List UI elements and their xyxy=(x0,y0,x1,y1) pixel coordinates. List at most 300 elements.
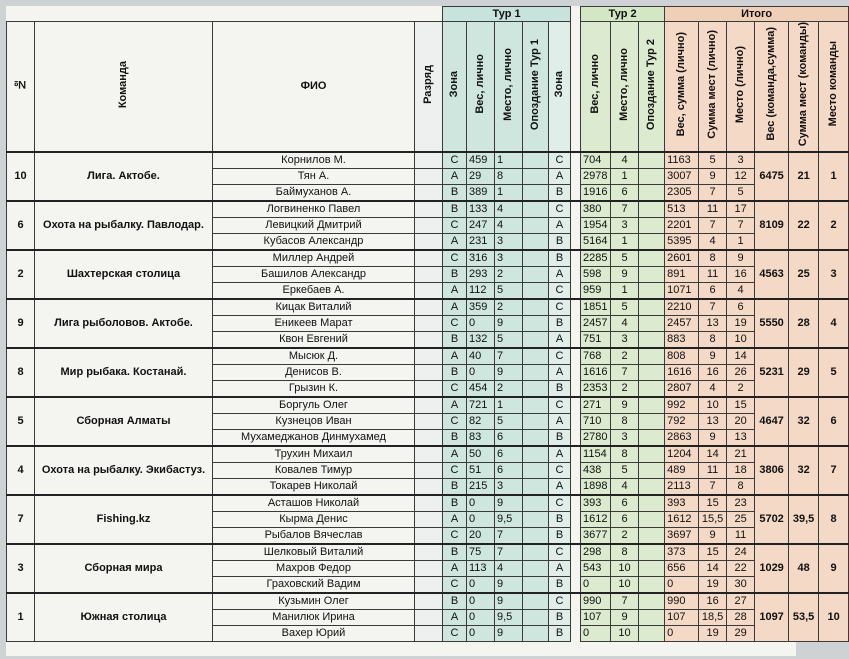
place-personal-cell: 16 xyxy=(727,267,755,283)
team-place: 5 xyxy=(819,348,849,397)
weight1-cell: 316 xyxy=(467,250,495,267)
place-sum-cell: 7 xyxy=(699,185,727,202)
late1-cell xyxy=(523,463,549,479)
weight2-cell: 1851 xyxy=(581,299,611,316)
late2-cell xyxy=(639,169,665,185)
place1-cell: 3 xyxy=(495,250,523,267)
participant-name: Мысюк Д. xyxy=(213,348,415,365)
team-weight: 5231 xyxy=(755,348,789,397)
team-number: 1 xyxy=(7,593,35,642)
team-weight: 5702 xyxy=(755,495,789,544)
zone1-cell: A xyxy=(443,446,467,463)
weight1-cell: 29 xyxy=(467,169,495,185)
late2-cell xyxy=(639,283,665,300)
razryad-cell xyxy=(415,544,443,561)
late1-cell xyxy=(523,430,549,447)
weight2-cell: 2978 xyxy=(581,169,611,185)
late2-cell xyxy=(639,201,665,218)
place-sum-cell: 11 xyxy=(699,463,727,479)
zone1-cell: B xyxy=(443,185,467,202)
zone2-cell: A xyxy=(549,267,571,283)
team-place-sum: 21 xyxy=(789,152,819,201)
participant-name: Корнилов М. xyxy=(213,152,415,169)
place2-cell: 8 xyxy=(611,414,639,430)
zone1-cell: C xyxy=(443,381,467,398)
place1-cell: 4 xyxy=(495,218,523,234)
team-weight: 8109 xyxy=(755,201,789,250)
participant-name: Баймуханов А. xyxy=(213,185,415,202)
zone2-cell: C xyxy=(549,397,571,414)
place-sum-cell: 8 xyxy=(699,332,727,349)
weight1-cell: 459 xyxy=(467,152,495,169)
team-weight: 1029 xyxy=(755,544,789,593)
zone2-cell: C xyxy=(549,593,571,610)
place-sum-cell: 7 xyxy=(699,218,727,234)
zone2-cell: A xyxy=(549,561,571,577)
place-personal-cell: 13 xyxy=(727,430,755,447)
zone1-cell: A xyxy=(443,512,467,528)
col-zone1: Зона xyxy=(448,70,460,98)
weight-sum-cell: 1204 xyxy=(665,446,699,463)
place2-cell: 1 xyxy=(611,169,639,185)
razryad-cell xyxy=(415,528,443,545)
weight-sum-cell: 513 xyxy=(665,201,699,218)
place-sum-cell: 5 xyxy=(699,152,727,169)
late2-cell xyxy=(639,316,665,332)
team-number: 8 xyxy=(7,348,35,397)
weight2-cell: 543 xyxy=(581,561,611,577)
place2-cell: 8 xyxy=(611,446,639,463)
weight-sum-cell: 1612 xyxy=(665,512,699,528)
razryad-cell xyxy=(415,169,443,185)
place1-cell: 1 xyxy=(495,397,523,414)
group-header-row xyxy=(7,7,849,22)
zone2-cell: B xyxy=(549,512,571,528)
razryad-cell xyxy=(415,152,443,169)
place-sum-cell: 6 xyxy=(699,283,727,300)
participant-name: Квон Евгений xyxy=(213,332,415,349)
team-weight: 5550 xyxy=(755,299,789,348)
team-name: Fishing.kz xyxy=(35,495,213,544)
place1-cell: 2 xyxy=(495,267,523,283)
weight-sum-cell: 656 xyxy=(665,561,699,577)
place1-cell: 7 xyxy=(495,544,523,561)
place-sum-cell: 16 xyxy=(699,593,727,610)
team-number: 4 xyxy=(7,446,35,495)
zone2-cell: C xyxy=(549,544,571,561)
weight2-cell: 768 xyxy=(581,348,611,365)
zone2-cell: B xyxy=(549,381,571,398)
razryad-cell xyxy=(415,397,443,414)
zone2-cell: A xyxy=(549,218,571,234)
col-place-sum: Сумма мест (лично) xyxy=(706,29,719,139)
participant-name: Токарев Николай xyxy=(213,479,415,496)
razryad-cell xyxy=(415,381,443,398)
place1-cell: 9,5 xyxy=(495,610,523,626)
place-sum-cell: 14 xyxy=(699,561,727,577)
weight2-cell: 959 xyxy=(581,283,611,300)
team-number: 3 xyxy=(7,544,35,593)
weight1-cell: 132 xyxy=(467,332,495,349)
late2-cell xyxy=(639,397,665,414)
total-header: Итого xyxy=(665,7,849,22)
participant-name: Мухамеджанов Динмухамед xyxy=(213,430,415,447)
weight-sum-cell: 883 xyxy=(665,332,699,349)
col-team: Команда xyxy=(117,60,129,108)
table-row xyxy=(7,348,849,365)
weight-sum-cell: 808 xyxy=(665,348,699,365)
razryad-cell xyxy=(415,577,443,594)
late2-cell xyxy=(639,299,665,316)
zone1-cell: A xyxy=(443,234,467,251)
place-personal-cell: 15 xyxy=(727,397,755,414)
weight-sum-cell: 891 xyxy=(665,267,699,283)
weight-sum-cell: 2863 xyxy=(665,430,699,447)
place-sum-cell: 14 xyxy=(699,446,727,463)
razryad-cell xyxy=(415,218,443,234)
place1-cell: 4 xyxy=(495,561,523,577)
place-sum-cell: 9 xyxy=(699,348,727,365)
weight2-cell: 2457 xyxy=(581,316,611,332)
place2-cell: 1 xyxy=(611,234,639,251)
team-place-sum: 32 xyxy=(789,397,819,446)
weight1-cell: 389 xyxy=(467,185,495,202)
late1-cell xyxy=(523,283,549,300)
weight2-cell: 598 xyxy=(581,267,611,283)
participant-name: Еникеев Марат xyxy=(213,316,415,332)
column-header-row xyxy=(7,22,849,153)
late2-cell xyxy=(639,365,665,381)
weight1-cell: 83 xyxy=(467,430,495,447)
place2-cell: 6 xyxy=(611,512,639,528)
zone1-cell: A xyxy=(443,169,467,185)
table-row xyxy=(7,495,849,512)
weight1-cell: 0 xyxy=(467,495,495,512)
col-team-place: Место команды xyxy=(827,41,840,127)
late1-cell xyxy=(523,365,549,381)
weight1-cell: 113 xyxy=(467,561,495,577)
weight-sum-cell: 2807 xyxy=(665,381,699,398)
weight2-cell: 2285 xyxy=(581,250,611,267)
zone1-cell: A xyxy=(443,561,467,577)
late2-cell xyxy=(639,495,665,512)
late1-cell xyxy=(523,299,549,316)
zone1-cell: B xyxy=(443,495,467,512)
zone1-cell: C xyxy=(443,528,467,545)
team-number: 5 xyxy=(7,397,35,446)
weight2-cell: 751 xyxy=(581,332,611,349)
weight2-cell: 0 xyxy=(581,577,611,594)
results-table xyxy=(6,6,849,642)
weight1-cell: 293 xyxy=(467,267,495,283)
weight2-cell: 2353 xyxy=(581,381,611,398)
place1-cell: 6 xyxy=(495,446,523,463)
participant-name: Кицак Виталий xyxy=(213,299,415,316)
place-sum-cell: 15 xyxy=(699,495,727,512)
place-sum-cell: 9 xyxy=(699,528,727,545)
col-place1: Место, лично xyxy=(502,47,514,121)
zone1-cell: A xyxy=(443,348,467,365)
razryad-cell xyxy=(415,201,443,218)
late1-cell xyxy=(523,544,549,561)
team-name: Южная столица xyxy=(35,593,213,642)
place1-cell: 8 xyxy=(495,169,523,185)
weight-sum-cell: 2201 xyxy=(665,218,699,234)
place2-cell: 4 xyxy=(611,316,639,332)
place1-cell: 5 xyxy=(495,414,523,430)
team-number: 10 xyxy=(7,152,35,201)
razryad-cell xyxy=(415,626,443,642)
place2-cell: 10 xyxy=(611,577,639,594)
place2-cell: 9 xyxy=(611,267,639,283)
place-sum-cell: 4 xyxy=(699,234,727,251)
zone1-cell: B xyxy=(443,479,467,496)
col-no: № xyxy=(14,78,26,91)
place-sum-cell: 16 xyxy=(699,365,727,381)
late2-cell xyxy=(639,414,665,430)
place-personal-cell: 27 xyxy=(727,593,755,610)
zone1-cell: B xyxy=(443,544,467,561)
weight1-cell: 215 xyxy=(467,479,495,496)
weight1-cell: 359 xyxy=(467,299,495,316)
participant-name: Грызин К. xyxy=(213,381,415,398)
participant-name: Кузьмин Олег xyxy=(213,593,415,610)
razryad-cell xyxy=(415,348,443,365)
place-personal-cell: 11 xyxy=(727,528,755,545)
place2-cell: 3 xyxy=(611,218,639,234)
zone2-cell: B xyxy=(549,430,571,447)
place1-cell: 7 xyxy=(495,528,523,545)
place2-cell: 7 xyxy=(611,593,639,610)
place-sum-cell: 9 xyxy=(699,430,727,447)
tour1-header: Тур 1 xyxy=(443,7,571,22)
col-weight1: Вес, лично xyxy=(474,54,486,114)
place2-cell: 7 xyxy=(611,201,639,218)
tour2-header: Тур 2 xyxy=(581,7,665,22)
place1-cell: 5 xyxy=(495,283,523,300)
weight1-cell: 51 xyxy=(467,463,495,479)
weight2-cell: 271 xyxy=(581,397,611,414)
razryad-cell xyxy=(415,234,443,251)
place-personal-cell: 8 xyxy=(727,479,755,496)
zone1-cell: B xyxy=(443,365,467,381)
results-sheet xyxy=(6,6,840,656)
weight1-cell: 0 xyxy=(467,610,495,626)
participant-name: Боргуль Олег xyxy=(213,397,415,414)
zone1-cell: B xyxy=(443,201,467,218)
place1-cell: 9 xyxy=(495,495,523,512)
late1-cell xyxy=(523,267,549,283)
weight2-cell: 990 xyxy=(581,593,611,610)
weight1-cell: 20 xyxy=(467,528,495,545)
place1-cell: 6 xyxy=(495,430,523,447)
place1-cell: 5 xyxy=(495,332,523,349)
weight-sum-cell: 5395 xyxy=(665,234,699,251)
team-place: 2 xyxy=(819,201,849,250)
place2-cell: 5 xyxy=(611,299,639,316)
place-personal-cell: 21 xyxy=(727,446,755,463)
late2-cell xyxy=(639,430,665,447)
weight2-cell: 5164 xyxy=(581,234,611,251)
place-personal-cell: 12 xyxy=(727,169,755,185)
weight2-cell: 1612 xyxy=(581,512,611,528)
place-personal-cell: 6 xyxy=(727,299,755,316)
weight1-cell: 0 xyxy=(467,593,495,610)
zone1-cell: B xyxy=(443,593,467,610)
weight1-cell: 112 xyxy=(467,283,495,300)
place2-cell: 6 xyxy=(611,185,639,202)
razryad-cell xyxy=(415,463,443,479)
late2-cell xyxy=(639,152,665,169)
participant-name: Еркебаев А. xyxy=(213,283,415,300)
participant-name: Граховский Вадим xyxy=(213,577,415,594)
zone2-cell: C xyxy=(549,495,571,512)
participant-name: Миллер Андрей xyxy=(213,250,415,267)
late2-cell xyxy=(639,185,665,202)
team-name: Охота на рыбалку. Павлодар. xyxy=(35,201,213,250)
late1-cell xyxy=(523,479,549,496)
place-sum-cell: 13 xyxy=(699,414,727,430)
late1-cell xyxy=(523,218,549,234)
weight-sum-cell: 1616 xyxy=(665,365,699,381)
team-place: 10 xyxy=(819,593,849,642)
zone2-cell: B xyxy=(549,610,571,626)
col-place2: Место, лично xyxy=(618,47,631,121)
weight2-cell: 1954 xyxy=(581,218,611,234)
late1-cell xyxy=(523,185,549,202)
zone2-cell: A xyxy=(549,479,571,496)
late2-cell xyxy=(639,463,665,479)
weight-sum-cell: 2601 xyxy=(665,250,699,267)
participant-name: Манилюк Ирина xyxy=(213,610,415,626)
late1-cell xyxy=(523,201,549,218)
table-row xyxy=(7,544,849,561)
zone2-cell: B xyxy=(549,577,571,594)
team-number: 9 xyxy=(7,299,35,348)
col-place-personal: Место (лично) xyxy=(734,45,747,123)
weight1-cell: 82 xyxy=(467,414,495,430)
team-place-sum: 28 xyxy=(789,299,819,348)
place-personal-cell: 20 xyxy=(727,414,755,430)
late1-cell xyxy=(523,610,549,626)
late2-cell xyxy=(639,512,665,528)
team-place: 1 xyxy=(819,152,849,201)
team-weight: 6475 xyxy=(755,152,789,201)
place2-cell: 5 xyxy=(611,250,639,267)
col-late1: Опоздание Тур 1 xyxy=(529,38,541,130)
team-name: Шахтерская столица xyxy=(35,250,213,299)
place-personal-cell: 24 xyxy=(727,544,755,561)
razryad-cell xyxy=(415,593,443,610)
weight-sum-cell: 489 xyxy=(665,463,699,479)
team-place-sum: 22 xyxy=(789,201,819,250)
weight-sum-cell: 992 xyxy=(665,397,699,414)
place1-cell: 9 xyxy=(495,593,523,610)
place-sum-cell: 19 xyxy=(699,577,727,594)
place2-cell: 4 xyxy=(611,152,639,169)
place-personal-cell: 23 xyxy=(727,495,755,512)
place-personal-cell: 22 xyxy=(727,561,755,577)
place1-cell: 1 xyxy=(495,152,523,169)
place-personal-cell: 14 xyxy=(727,348,755,365)
late1-cell xyxy=(523,152,549,169)
zone1-cell: A xyxy=(443,299,467,316)
weight2-cell: 298 xyxy=(581,544,611,561)
place1-cell: 1 xyxy=(495,185,523,202)
team-place: 4 xyxy=(819,299,849,348)
late2-cell xyxy=(639,218,665,234)
late2-cell xyxy=(639,332,665,349)
place2-cell: 10 xyxy=(611,626,639,642)
place-personal-cell: 17 xyxy=(727,201,755,218)
razryad-cell xyxy=(415,332,443,349)
place1-cell: 9 xyxy=(495,626,523,642)
weight1-cell: 0 xyxy=(467,365,495,381)
results-body xyxy=(7,152,849,642)
place1-cell: 9 xyxy=(495,316,523,332)
place-sum-cell: 7 xyxy=(699,479,727,496)
place-personal-cell: 25 xyxy=(727,512,755,528)
weight-sum-cell: 2210 xyxy=(665,299,699,316)
participant-name: Левицкий Дмитрий xyxy=(213,218,415,234)
zone2-cell: B xyxy=(549,626,571,642)
place-sum-cell: 18,5 xyxy=(699,610,727,626)
zone2-cell: B xyxy=(549,316,571,332)
late2-cell xyxy=(639,610,665,626)
weight2-cell: 1916 xyxy=(581,185,611,202)
place1-cell: 3 xyxy=(495,234,523,251)
weight2-cell: 704 xyxy=(581,152,611,169)
team-place: 6 xyxy=(819,397,849,446)
razryad-cell xyxy=(415,495,443,512)
place1-cell: 2 xyxy=(495,381,523,398)
participant-name: Логвиненко Павел xyxy=(213,201,415,218)
place-personal-cell: 26 xyxy=(727,365,755,381)
participant-name: Кырма Денис xyxy=(213,512,415,528)
col-fio: ФИО xyxy=(300,80,327,93)
weight2-cell: 1616 xyxy=(581,365,611,381)
weight-sum-cell: 3697 xyxy=(665,528,699,545)
participant-name: Кубасов Александр xyxy=(213,234,415,251)
razryad-cell xyxy=(415,446,443,463)
team-name: Сборная мира xyxy=(35,544,213,593)
team-weight: 1097 xyxy=(755,593,789,642)
place-sum-cell: 4 xyxy=(699,381,727,398)
late1-cell xyxy=(523,397,549,414)
weight-sum-cell: 1163 xyxy=(665,152,699,169)
razryad-cell xyxy=(415,185,443,202)
place-personal-cell: 10 xyxy=(727,332,755,349)
team-place-sum: 53,5 xyxy=(789,593,819,642)
late2-cell xyxy=(639,528,665,545)
place-sum-cell: 13 xyxy=(699,316,727,332)
zone1-cell: A xyxy=(443,610,467,626)
place-sum-cell: 9 xyxy=(699,169,727,185)
weight-sum-cell: 2457 xyxy=(665,316,699,332)
weight2-cell: 0 xyxy=(581,626,611,642)
weight1-cell: 454 xyxy=(467,381,495,398)
place-sum-cell: 11 xyxy=(699,201,727,218)
col-weight-team: Вес (команда,сумма) xyxy=(765,27,778,141)
col-late2: Опоздание Тур 2 xyxy=(645,38,658,130)
late1-cell xyxy=(523,169,549,185)
place-personal-cell: 9 xyxy=(727,250,755,267)
zone2-cell: C xyxy=(549,201,571,218)
weight-sum-cell: 792 xyxy=(665,414,699,430)
late1-cell xyxy=(523,495,549,512)
razryad-cell xyxy=(415,299,443,316)
razryad-cell xyxy=(415,414,443,430)
